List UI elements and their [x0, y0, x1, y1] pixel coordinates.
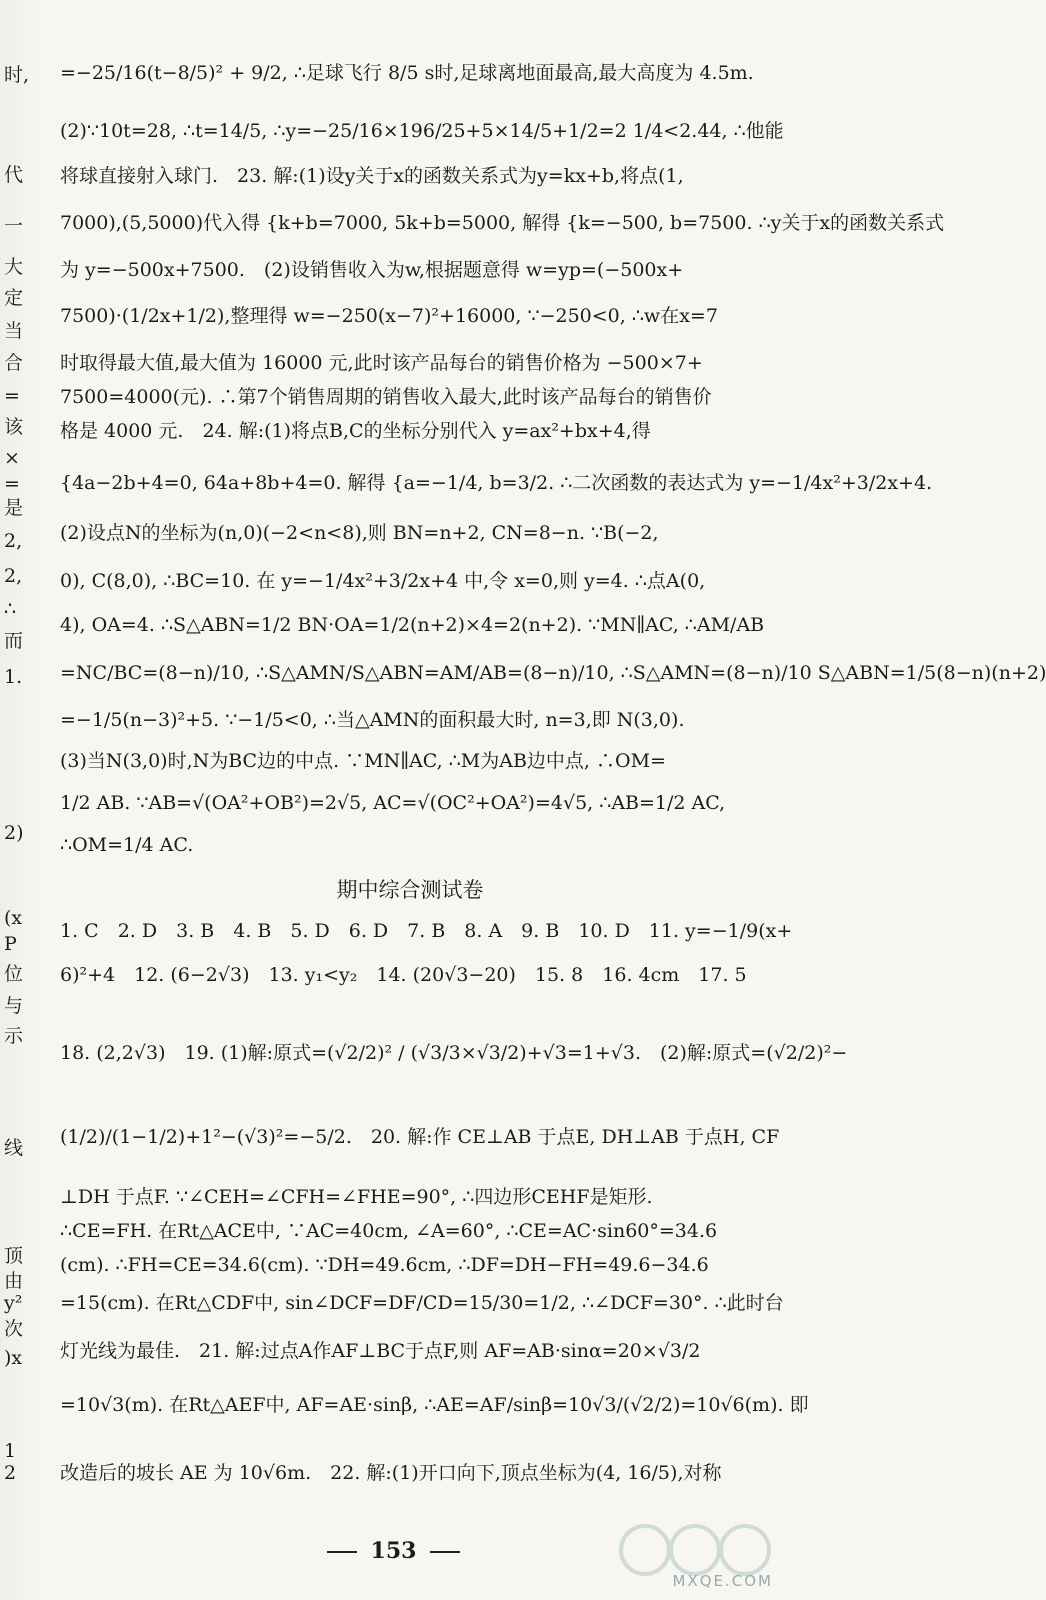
text-line: (2)设点N的坐标为(n,0)(−2<n<8),则 BN=n+2, CN=8−n. ∵B(−2,	[60, 522, 659, 544]
margin-fragment: 一	[4, 215, 24, 237]
text-line: =15(cm). 在Rt△CDF中, sin∠DCF=DF/CD=15/30=1/2, ∴∠DCF=30°. ∴此时台	[60, 1292, 784, 1314]
page-number-text: 153	[370, 1538, 417, 1564]
margin-fragment: 是	[4, 497, 24, 519]
margin-fragment: P	[4, 933, 17, 955]
margin-fragment: (x	[4, 907, 23, 929]
margin-fragment: 代	[4, 164, 24, 186]
margin-fragment: 2)	[4, 822, 24, 844]
text-line: =−1/5(n−3)²+5. ∵−1/5<0, ∴当△AMN的面积最大时, n=3,即 N(3,0).	[60, 709, 685, 731]
text-line: 为 y=−500x+7500. (2)设销售收入为w,根据题意得 w=yp=(−500x+	[60, 259, 684, 281]
text-line: (1/2)/(1−1/2)+1²−(√3)²=−5/2. 20. 解:作 CE⊥AB 于点E, DH⊥AB 于点H, CF	[60, 1126, 780, 1148]
text-line: (cm). ∴FH=CE=34.6(cm). ∵DH=49.6cm, ∴DF=DH−FH=49.6−34.6	[60, 1254, 709, 1276]
margin-fragment: =	[4, 473, 20, 495]
margin-fragment: y²	[4, 1292, 23, 1314]
text-line: 将球直接射入球门. 23. 解:(1)设y关于x的函数关系式为y=kx+b,将点(1,	[60, 165, 684, 187]
text-line: ⊥DH 于点F. ∵∠CEH=∠CFH=∠FHE=90°, ∴四边形CEHF是矩形.	[60, 1186, 653, 1208]
margin-fragment: 该	[4, 416, 24, 438]
text-line: (3)当N(3,0)时,N为BC边的中点. ∵MN∥AC, ∴M为AB边中点, ∴OM=	[60, 750, 666, 772]
margin-fragment: 当	[4, 320, 24, 342]
text-line: 1. C 2. D 3. B 4. B 5. D 6. D 7. B 8. A 9. B 10. D 11. y=−1/9(x+	[60, 920, 793, 942]
margin-fragment: )x	[4, 1347, 23, 1369]
margin-fragment: 定	[4, 287, 24, 309]
text-line: 1/2 AB. ∵AB=√(OA²+OB²)=2√5, AC=√(OC²+OA²)=4√5, ∴AB=1/2 AC,	[60, 792, 726, 814]
margin-fragment: 由	[4, 1270, 24, 1292]
margin-fragment: 示	[4, 1025, 24, 1047]
text-line: 0), C(8,0), ∴BC=10. 在 y=−1/4x²+3/2x+4 中,令 x=0,则 y=4. ∴点A(0,	[60, 570, 706, 592]
text-line: {4a−2b+4=0, 64a+8b+4=0. 解得 {a=−1/4, b=3/2. ∴二次函数的表达式为 y=−1/4x²+3/2x+4.	[60, 472, 933, 494]
text-line: 格是 4000 元. 24. 解:(1)将点B,C的坐标分别代入 y=ax²+bx+4,得	[60, 420, 651, 442]
section-heading: 期中综合测试卷	[336, 878, 484, 902]
margin-fragment: 2	[4, 1462, 17, 1484]
text-line: 4), OA=4. ∴S△ABN=1/2 BN·OA=1/2(n+2)×4=2(n+2). ∵MN∥AC, ∴AM/AB	[60, 614, 765, 636]
text-line: 7000),(5,5000)代入得 {k+b=7000, 5k+b=5000, 解得 {k=−500, b=7500. ∴y关于x的函数关系式	[60, 212, 945, 234]
watermark-text: MXQE.COM	[672, 1572, 773, 1590]
margin-fragment: 位	[4, 963, 24, 985]
margin-fragment: 时,	[4, 64, 30, 86]
margin-fragment: 大	[4, 256, 24, 278]
text-line: ∴OM=1/4 AC.	[60, 834, 194, 856]
text-line: 7500)·(1/2x+1/2),整理得 w=−250(x−7)²+16000, ∵−250<0, ∴w在x=7	[60, 305, 718, 327]
text-line: 灯光线为最佳. 21. 解:过点A作AF⊥BC于点F,则 AF=AB·sinα=20×√3/2	[60, 1340, 701, 1362]
text-line: 18. (2,2√3) 19. (1)解:原式=(√2/2)² / (√3/3×√3/2)+√3=1+√3. (2)解:原式=(√2/2)²−	[60, 1042, 848, 1064]
margin-fragment: 而	[4, 630, 24, 652]
text-line: (2)∵10t=28, ∴t=14/5, ∴y=−25/16×196/25+5×14/5+1/2=2 1/4<2.44, ∴他能	[60, 120, 784, 142]
margin-fragment: 1.	[4, 666, 23, 688]
text-line: ∴CE=FH. 在Rt△ACE中, ∵AC=40cm, ∠A=60°, ∴CE=AC·sin60°=34.6	[60, 1220, 718, 1242]
margin-fragment: 1	[4, 1440, 17, 1462]
text-line: 6)²+4 12. (6−2√3) 13. y₁<y₂ 14. (20√3−20) 15. 8 16. 4cm 17. 5	[60, 964, 747, 986]
margin-fragment: =	[4, 385, 20, 407]
text-line: =−25/16(t−8/5)² + 9/2, ∴足球飞行 8/5 s时,足球离地面最高,最大高度为 4.5m.	[60, 62, 754, 84]
dash-left	[327, 1551, 357, 1553]
text-line: 7500=4000(元). ∴第7个销售周期的销售收入最大,此时该产品每台的销售价	[60, 386, 712, 408]
text-line: =NC/BC=(8−n)/10, ∴S△AMN/S△ABN=AM/AB=(8−n)/10, ∴S△AMN=(8−n)/10 S△ABN=1/5(8−n)(n+2)	[60, 662, 1046, 684]
margin-fragment: 2,	[4, 530, 23, 552]
margin-fragment: ×	[4, 447, 20, 469]
dash-right	[430, 1551, 460, 1553]
margin-fragment: 与	[4, 995, 24, 1017]
text-line: =10√3(m). 在Rt△AEF中, AF=AE·sinβ, ∴AE=AF/sinβ=10√3/(√2/2)=10√6(m). 即	[60, 1394, 809, 1416]
left-margin-column	[0, 0, 40, 1600]
margin-fragment: 线	[4, 1137, 24, 1159]
text-line: 改造后的坡长 AE 为 10√6m. 22. 解:(1)开口向下,顶点坐标为(4, 16/5),对称	[60, 1462, 722, 1484]
margin-fragment: 次	[4, 1318, 24, 1340]
margin-fragment: ∴	[4, 598, 17, 620]
margin-fragment: 合	[4, 352, 24, 374]
text-line: 时取得最大值,最大值为 16000 元,此时该产品每台的销售价格为 −500×7+	[60, 352, 703, 374]
margin-fragment: 顶	[4, 1245, 24, 1267]
margin-fragment: 2,	[4, 565, 23, 587]
